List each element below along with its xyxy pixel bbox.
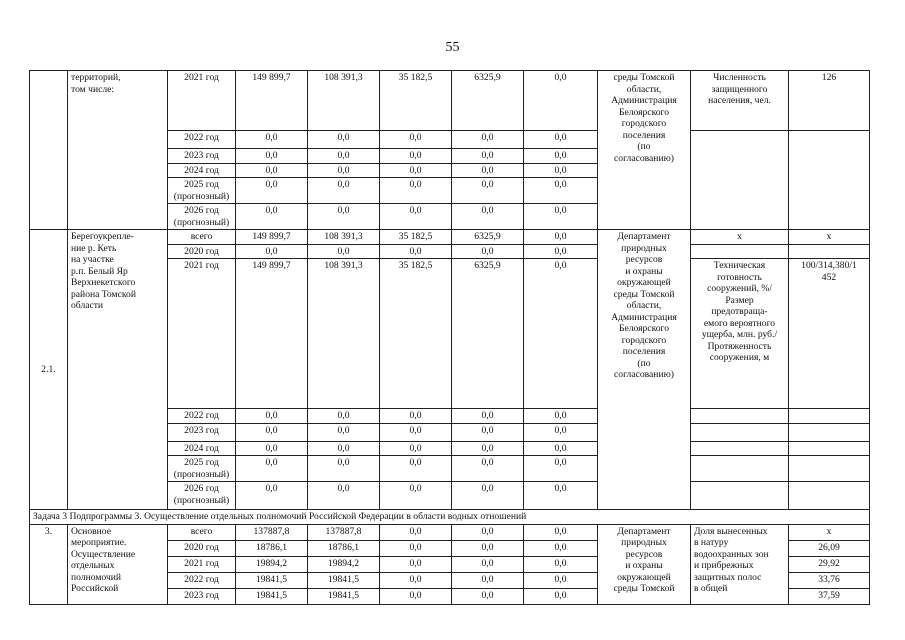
year-cell: 2025 год (прогнозный) xyxy=(168,178,236,204)
value-cell: 0,0 xyxy=(308,204,380,230)
table-row xyxy=(30,71,870,131)
indicator-cell xyxy=(691,409,789,424)
value-cell: 0,0 xyxy=(524,423,598,441)
value-cell: 0,0 xyxy=(452,482,524,510)
value-cell: 0,0 xyxy=(524,556,598,572)
value-cell: 0,0 xyxy=(380,163,452,178)
value-cell: 0,0 xyxy=(308,178,380,204)
value-cell: 19894,2 xyxy=(308,556,380,572)
value-cell: 18786,1 xyxy=(236,540,308,556)
value-cell: 0,0 xyxy=(380,556,452,572)
indicator-value-cell xyxy=(789,409,870,424)
value-cell: 0,0 xyxy=(524,482,598,510)
indicator-cell xyxy=(691,244,789,259)
value-cell: 0,0 xyxy=(452,556,524,572)
value-cell: 0,0 xyxy=(452,540,524,556)
value-cell: 19841,5 xyxy=(308,572,380,588)
value-cell: 0,0 xyxy=(524,178,598,204)
item-name-cell: Основное мероприятие. Осуществление отдельных полномочий Российской xyxy=(68,524,168,604)
value-cell: 0,0 xyxy=(380,482,452,510)
table-row xyxy=(30,524,870,540)
year-cell: 2021 год xyxy=(168,556,236,572)
item-number-cell xyxy=(30,71,68,230)
value-cell: 0,0 xyxy=(236,244,308,259)
value-cell: 0,0 xyxy=(524,588,598,604)
value-cell: 0,0 xyxy=(452,244,524,259)
value-cell: 108 391,3 xyxy=(308,71,380,131)
value-cell: 19841,5 xyxy=(236,588,308,604)
value-cell: 0,0 xyxy=(380,204,452,230)
table-row xyxy=(30,510,870,525)
item-name-cell: Берегоукрепле- ние р. Кеть на участке р.п. Белый Яр Верхнекетского района Томской области xyxy=(68,230,168,510)
value-cell: 35 182,5 xyxy=(380,259,452,409)
item-number-cell: 3. xyxy=(30,524,68,604)
value-cell: 0,0 xyxy=(308,163,380,178)
year-cell: 2022 год xyxy=(168,131,236,149)
year-cell: 2023 год xyxy=(168,423,236,441)
year-cell: всего xyxy=(168,230,236,245)
indicator-value-cell xyxy=(789,423,870,441)
value-cell: 0,0 xyxy=(236,423,308,441)
executor-cell: Департамент природных ресурсов и охраны окружающей среды Томской области, Администрация Белоярского городского поселения (по согласованию) xyxy=(598,230,691,510)
year-cell: 2025 год (прогнозный) xyxy=(168,456,236,482)
year-cell: 2024 год xyxy=(168,441,236,456)
value-cell: 6325,9 xyxy=(452,259,524,409)
indicator-value-cell xyxy=(789,441,870,456)
indicator-value-cell: х xyxy=(789,524,870,540)
value-cell: 0,0 xyxy=(380,409,452,424)
value-cell: 0,0 xyxy=(236,163,308,178)
value-cell: 0,0 xyxy=(380,540,452,556)
value-cell: 0,0 xyxy=(236,409,308,424)
value-cell: 0,0 xyxy=(308,244,380,259)
value-cell: 0,0 xyxy=(452,588,524,604)
item-name-cell: территорий, том числе: xyxy=(68,71,168,230)
value-cell: 35 182,5 xyxy=(380,230,452,245)
page-number: 55 xyxy=(445,40,460,55)
value-cell: 0,0 xyxy=(524,163,598,178)
value-cell: 137887,8 xyxy=(308,524,380,540)
indicator-cell: х xyxy=(691,230,789,245)
year-cell: 2020 год xyxy=(168,540,236,556)
value-cell: 0,0 xyxy=(236,149,308,164)
value-cell: 0,0 xyxy=(380,456,452,482)
year-cell: 2021 год xyxy=(168,259,236,409)
item-number-cell: 2.1. xyxy=(30,230,68,510)
value-cell: 0,0 xyxy=(236,204,308,230)
value-cell: 149 899,7 xyxy=(236,71,308,131)
value-cell: 0,0 xyxy=(524,244,598,259)
year-cell: 2026 год (прогнозный) xyxy=(168,482,236,510)
indicator-cell: Доля вынесенных в натуру водоохранных зон и прибрежных защитных полос в общей xyxy=(691,524,789,604)
value-cell: 0,0 xyxy=(236,131,308,149)
year-cell: 2022 год xyxy=(168,409,236,424)
value-cell: 0,0 xyxy=(524,540,598,556)
value-cell: 0,0 xyxy=(452,423,524,441)
year-cell: 2021 год xyxy=(168,71,236,131)
year-cell: 2023 год xyxy=(168,149,236,164)
value-cell: 0,0 xyxy=(236,482,308,510)
indicator-value-cell: 100/314,380/1 452 xyxy=(789,259,870,409)
value-cell: 19841,5 xyxy=(236,572,308,588)
executor-cell: Департамент природных ресурсов и охраны окружающей среды Томской xyxy=(598,524,691,604)
value-cell: 0,0 xyxy=(452,456,524,482)
indicator-value-cell xyxy=(789,456,870,482)
indicator-value-cell: 29,92 xyxy=(789,556,870,572)
value-cell: 108 391,3 xyxy=(308,230,380,245)
value-cell: 0,0 xyxy=(524,524,598,540)
value-cell: 0,0 xyxy=(452,131,524,149)
value-cell: 0,0 xyxy=(380,149,452,164)
value-cell: 0,0 xyxy=(452,524,524,540)
value-cell: 108 391,3 xyxy=(308,259,380,409)
value-cell: 0,0 xyxy=(524,456,598,482)
task-title: Задача 3 Подпрограммы 3. Осуществление отдельных полномочий Российской Федерации в области водных отношений xyxy=(30,510,870,525)
year-cell: 2023 год xyxy=(168,588,236,604)
value-cell: 0,0 xyxy=(236,456,308,482)
indicator-value-cell: 37,59 xyxy=(789,588,870,604)
value-cell: 0,0 xyxy=(452,149,524,164)
indicator-cell: Численность защищенного населения, чел. xyxy=(691,71,789,131)
value-cell: 0,0 xyxy=(308,131,380,149)
value-cell: 0,0 xyxy=(308,441,380,456)
year-cell: 2020 год xyxy=(168,244,236,259)
indicator-value-cell: 126 xyxy=(789,71,870,131)
year-cell: всего xyxy=(168,524,236,540)
indicator-value-cell: х xyxy=(789,230,870,245)
value-cell: 19841,5 xyxy=(308,588,380,604)
value-cell: 0,0 xyxy=(380,524,452,540)
indicator-cell xyxy=(691,441,789,456)
year-cell: 2022 год xyxy=(168,572,236,588)
value-cell: 149 899,7 xyxy=(236,230,308,245)
table-row xyxy=(30,230,870,245)
value-cell: 0,0 xyxy=(308,482,380,510)
value-cell: 0,0 xyxy=(308,456,380,482)
value-cell: 0,0 xyxy=(308,423,380,441)
indicator-value-cell: 26,09 xyxy=(789,540,870,556)
value-cell: 137887,8 xyxy=(236,524,308,540)
value-cell: 0,0 xyxy=(380,441,452,456)
value-cell: 18786,1 xyxy=(308,540,380,556)
value-cell: 0,0 xyxy=(524,572,598,588)
value-cell: 0,0 xyxy=(308,409,380,424)
indicator-cell xyxy=(691,456,789,482)
value-cell: 0,0 xyxy=(380,588,452,604)
value-cell: 0,0 xyxy=(524,131,598,149)
value-cell: 0,0 xyxy=(236,178,308,204)
executor-cell: среды Томской области, Администрация Белоярского городского поселения (по согласованию) xyxy=(598,71,691,230)
value-cell: 0,0 xyxy=(380,178,452,204)
value-cell: 35 182,5 xyxy=(380,71,452,131)
value-cell: 149 899,7 xyxy=(236,259,308,409)
indicator-cell xyxy=(691,482,789,510)
value-cell: 0,0 xyxy=(380,423,452,441)
value-cell: 0,0 xyxy=(524,230,598,245)
indicator-value-cell xyxy=(789,244,870,259)
value-cell: 0,0 xyxy=(380,244,452,259)
value-cell: 0,0 xyxy=(380,572,452,588)
value-cell: 0,0 xyxy=(524,149,598,164)
value-cell: 0,0 xyxy=(452,409,524,424)
value-cell: 0,0 xyxy=(524,441,598,456)
value-cell: 0,0 xyxy=(380,131,452,149)
value-cell: 0,0 xyxy=(452,572,524,588)
value-cell: 0,0 xyxy=(524,259,598,409)
value-cell: 0,0 xyxy=(308,149,380,164)
value-cell: 0,0 xyxy=(452,204,524,230)
indicator-cell: Техническая готовность сооружений, %/ Размер предотвраща- емого вероятного ущерба, млн. руб./ Протяженность сооружения, м xyxy=(691,259,789,409)
year-cell: 2026 год (прогнозный) xyxy=(168,204,236,230)
indicator-cell xyxy=(691,131,789,230)
value-cell: 0,0 xyxy=(524,71,598,131)
value-cell: 6325,9 xyxy=(452,71,524,131)
indicator-value-cell: 33,76 xyxy=(789,572,870,588)
indicator-cell xyxy=(691,423,789,441)
value-cell: 19894,2 xyxy=(236,556,308,572)
value-cell: 0,0 xyxy=(452,178,524,204)
value-cell: 6325,9 xyxy=(452,230,524,245)
value-cell: 0,0 xyxy=(236,441,308,456)
indicator-value-cell xyxy=(789,482,870,510)
year-cell: 2024 год xyxy=(168,163,236,178)
value-cell: 0,0 xyxy=(452,441,524,456)
value-cell: 0,0 xyxy=(524,204,598,230)
indicator-value-cell xyxy=(789,131,870,230)
value-cell: 0,0 xyxy=(524,409,598,424)
program-table xyxy=(29,70,870,605)
value-cell: 0,0 xyxy=(452,163,524,178)
